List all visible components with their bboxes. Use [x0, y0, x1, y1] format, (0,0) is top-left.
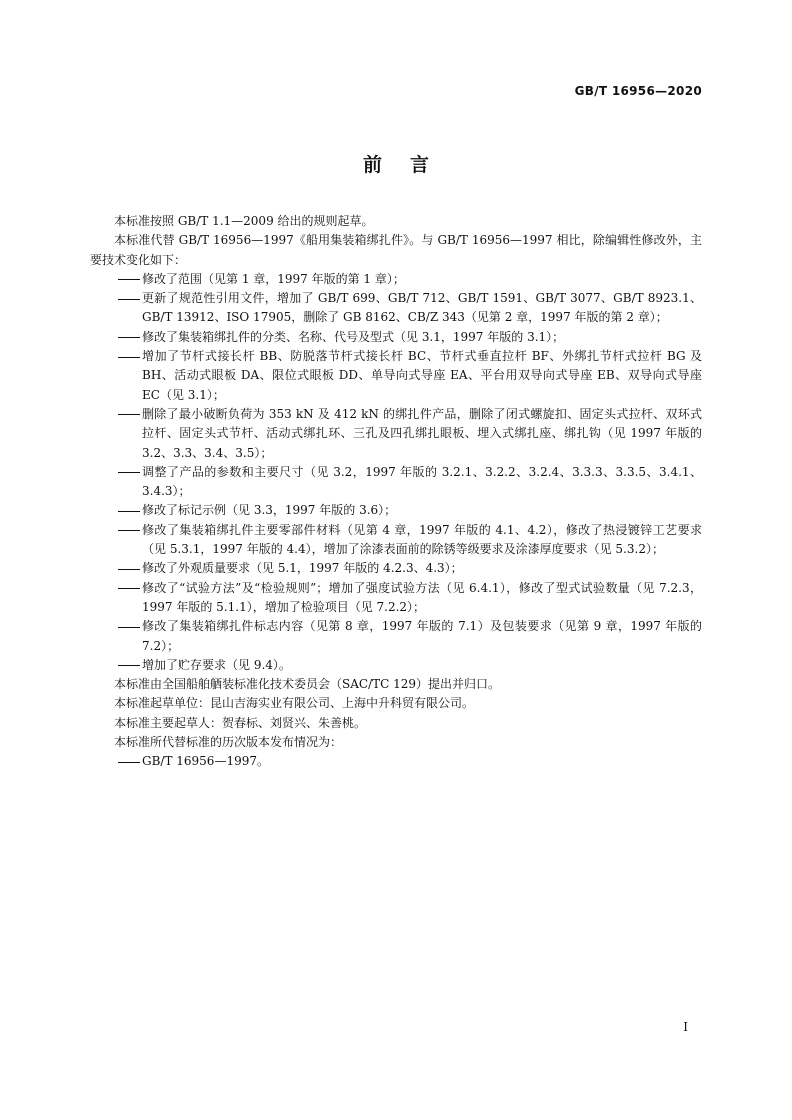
dash-bullet [118, 279, 140, 280]
list-item-text: 修改了“试验方法”及“检验规则”；增加了强度试验方法（见 6.4.1），修改了型式试验数量（见 7.2.3，1997 年版的 5.1.1），增加了检验项目（见 7.2.2）； [142, 580, 702, 614]
dash-bullet [118, 569, 140, 570]
dash-bullet [118, 588, 140, 589]
list-item [90, 289, 702, 328]
changes-list [90, 270, 702, 675]
dash-bullet [118, 665, 140, 666]
list-item [90, 347, 702, 405]
list-item [90, 656, 702, 675]
intro-paragraph: 本标准按照 GB/T 1.1—2009 给出的规则起草。 [114, 214, 374, 228]
list-item-text: 修改了集装箱绑扎件主要零部件材料（见第 4 章，1997 年版的 4.1、4.2），修改了热浸镀锌工艺要求（见 5.3.1，1997 年版的 4.4），增加了涂漆表面前的除锈等级要求及涂漆厚度要求（见 5.3.2）； [142, 522, 702, 557]
dash-bullet [118, 762, 140, 763]
list-item-text: 增加了节杆式接长杆 BB、防脱落节杆式接长杆 BC、节杆式垂直拉杆 BF、外绑扎节杆式拉杆 BG 及 BH、活动式眼板 DA、限位式眼板 DD、单导向式导座 EA、平台用双导向式导座 EB、双导向式导座 EC（见 3.1）； [142, 349, 702, 402]
list-item-text: 更新了规范性引用文件，增加了 GB/T 699、GB/T 712、GB/T 1591、GB/T 3077、GB/T 8923.1、GB/T 13912、ISO 17905，删除了 GB 8162、CB/Z 343（见第 2 章，1997 年版的第 2 章）； [142, 291, 702, 325]
list-item-text: 修改了外观质量要求（见 5.1，1997 年版的 4.2.3、4.3）； [142, 561, 463, 576]
list-item [90, 559, 702, 578]
list-item [90, 328, 702, 347]
list-item-text: 删除了最小破断负荷为 353 kN 及 412 kN 的绑扎件产品，删除了闭式螺旋扣、固定头式拉杆、双环式拉杆、固定头式节杆、活动式绑扎环、三孔及四孔绑扎眼板、埋入式绑扎座、绑扎钩（见 1997 年版的 3.2、3.3、3.4、3.5）； [142, 406, 702, 460]
dash-bullet [118, 472, 140, 473]
list-item-text: 修改了范围（见第 1 章，1997 年版的第 1 章）； [142, 271, 405, 286]
list-item [90, 270, 702, 289]
closing-paragraph: 本标准由全国船舶舾装标准化技术委员会（SAC/TC 129）提出并归口。 [114, 677, 501, 692]
dash-bullet [118, 627, 140, 628]
list-item [90, 463, 702, 502]
list-item [90, 617, 702, 656]
closing-paragraph: 本标准起草单位：昆山吉海实业有限公司、上海中升科贸有限公司。 [114, 696, 475, 711]
page-title: 前言 [362, 154, 457, 176]
standard-number: GB/T 16956—2020 [574, 84, 702, 98]
dash-bullet [118, 511, 140, 512]
dash-bullet [118, 357, 140, 358]
dash-bullet [118, 530, 140, 531]
list-item [90, 579, 702, 618]
list-item-text: 修改了标记示例（见 3.3，1997 年版的 3.6）； [142, 503, 397, 518]
list-item [90, 521, 702, 560]
list-item [90, 405, 702, 463]
list-item-text: 修改了集装箱绑扎件标志内容（见第 8 章，1997 年版的 7.1）及包装要求（见第 9 章，1997 年版的 7.2）； [142, 619, 702, 653]
list-item-text: 调整了产品的参数和主要尺寸（见 3.2，1997 年版的 3.2.1、3.2.2、3.2.4、3.3.3、3.3.5、3.4.1、3.4.3）； [142, 464, 702, 499]
history-item [90, 752, 702, 771]
document-body [90, 212, 702, 772]
list-item-text: 增加了贮存要求（见 9.4）。 [142, 657, 291, 672]
intro-paragraph: 本标准代替 GB/T 16956—1997《船用集装箱绑扎件》。与 GB/T 16956—1997 相比，除编辑性修改外，主要技术变化如下： [90, 233, 702, 267]
dash-bullet [118, 414, 140, 415]
list-item-text: 修改了集装箱绑扎件的分类、名称、代号及型式（见 3.1，1997 年版的 3.1）； [142, 329, 565, 344]
list-item [90, 501, 702, 520]
dash-bullet [118, 337, 140, 338]
dash-bullet [118, 299, 140, 300]
closing-paragraph: 本标准所代替标准的历次版本发布情况为： [114, 735, 343, 750]
closing-paragraph: 本标准主要起草人：贺春标、刘贤兴、朱善桃。 [114, 715, 367, 730]
history-item-text: GB/T 16956—1997。 [142, 754, 269, 769]
page-number: I [683, 1020, 688, 1034]
